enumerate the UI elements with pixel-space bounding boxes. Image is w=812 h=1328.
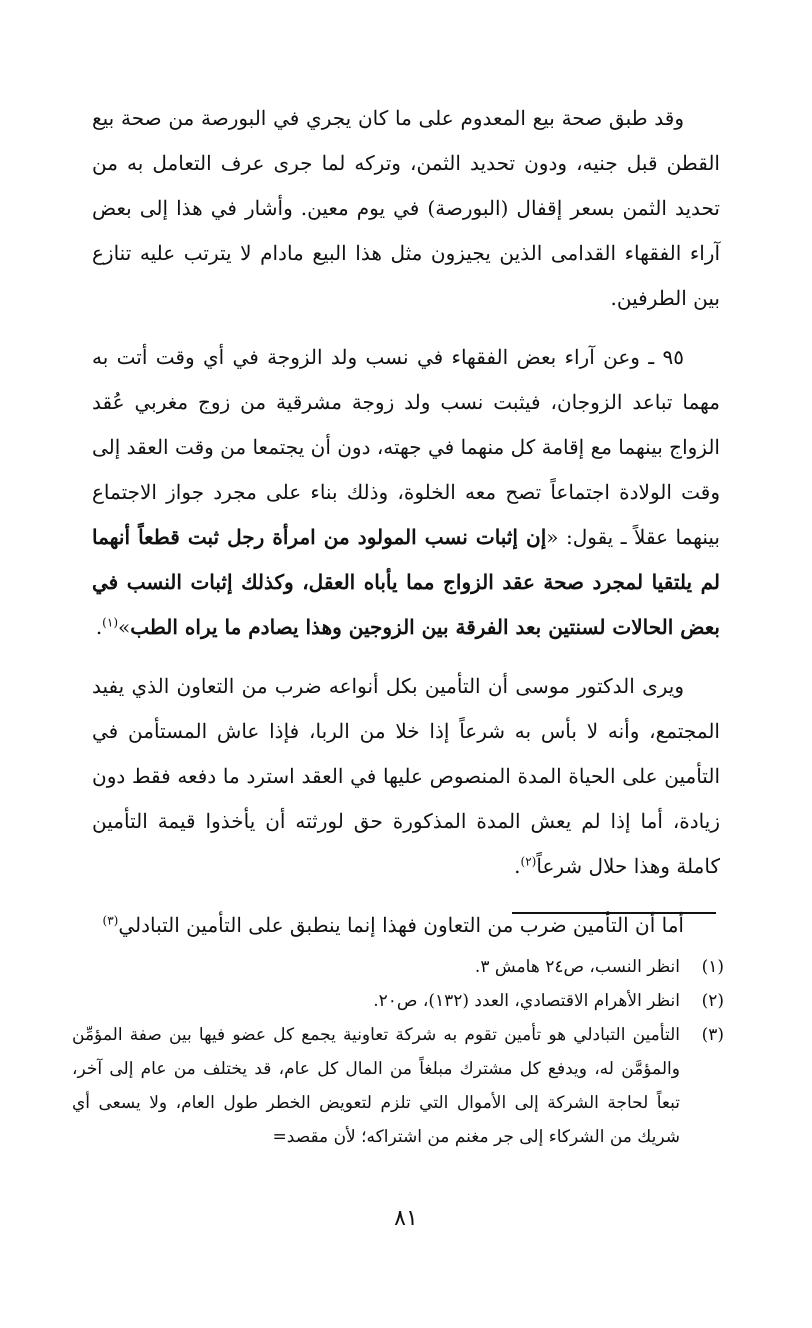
footnote-text: انظر النسب، ص٢٤ هامش ٣. (474, 957, 680, 977)
paragraph-mutual-insurance (92, 903, 720, 948)
footnote-1 (72, 950, 724, 984)
lineage-intro-text: ٩٥ ـ وعن آراء بعض الفقهاء في نسب ولد الزوجة في أي وقت أتت به مهما تباعد الزوجان، فيثبت نسب ولد زوجة مشرقية من زوج مغربي عُقد الزواج بينهما مع إقامة كل منهما في جهته، دون أن يجتمعا من وقت العقد إلى وقت الولادة اجتماعاً تصح معه الخلوة، وذلك بناء على مجرد جواز الاجتماع بينهما عقلاً ـ يقول: « (92, 345, 720, 549)
lineage-quote-text: إن إثبات نسب المولود من امرأة رجل ثبت قطعاً أنهما لم يلتقيا لمجرد صحة عقد الزواج مما يأباه العقل، وكذلك إثبات النسب في بعض الحالات لسنتين بعد الفرقة بين الزوجين وهذا يصادم ما يراه الطب (92, 525, 720, 639)
main-text (92, 96, 720, 962)
mutual-insurance-text: أما أن التأمين ضرب من التعاون فهذا إنما ينطبق على التأمين التبادلي (118, 913, 684, 937)
footnote-2 (72, 984, 724, 1018)
footnote-number: (٣) (701, 1025, 724, 1045)
footnote-text: التأمين التبادلي هو تأمين تقوم به شركة تعاونية يجمع كل عضو فيها بين صفة المؤمِّن والمؤمَّن له، ويدفع كل مشترك مبلغاً من المال كل عام، قد يختلف من عام إلى آخر، تبعاً لحاجة الشركة إلى الأموال التي تلزم لتعويض الخطر طول العام، ولا يسعى أي شريك من الشركاء إلى جر مغنم من اشتراكه؛ لأن مقصد= (72, 1025, 680, 1147)
footnote-ref-1[interactable]: (١) (102, 615, 118, 630)
footnotes (72, 950, 724, 1154)
quote-close-mark: » (118, 615, 131, 639)
paragraph-insurance-opinion (92, 664, 720, 889)
paragraph-lineage (92, 335, 720, 650)
footnote-ref-2[interactable]: (٢) (520, 854, 537, 869)
insurance-opinion-text: ويرى الدكتور موسى أن التأمين بكل أنواعه ضرب من التعاون الذي يفيد المجتمع، وأنه لا بأس به شرعاً إذا خلا من الربا، فإذا عاش المستأمن في التأمين على الحياة المدة المنصوص عليها في العقد استرد ما دفعه فقط دون زيادة، أما إذا لم يعش المدة المذكورة حق لورثته أن يأخذوا قيمة التأمين كاملة وهذا حلال شرعاً (92, 674, 720, 878)
lineage-end-dot: . (95, 615, 103, 639)
footnote-separator (512, 912, 716, 914)
footnote-number: (١) (701, 957, 724, 977)
footnote-text: انظر الأهرام الاقتصادي، العدد (١٣٢)، ص٢٠. (373, 991, 680, 1011)
footnote-ref-3[interactable]: (٣) (102, 913, 119, 928)
page-number: ٨١ (394, 1206, 418, 1231)
footnote-3 (72, 1018, 724, 1154)
footnote-number: (٢) (701, 991, 724, 1011)
paragraph-bourse-sale: وقد طبق صحة بيع المعدوم على ما كان يجري في البورصة من صحة بيع القطن قبل جنيه، ودون تحديد الثمن، وتركه لما جرى عرف التعامل به من تحديد الثمن بسعر إقفال (البورصة) في يوم معين. وأشار في هذا إلى بعض آراء الفقهاء القدامى الذين يجيزون مثل هذا البيع مادام لا يترتب عليه تنازع بين الطرفين. (92, 106, 720, 310)
insurance-opinion-end-dot: . (514, 854, 521, 878)
